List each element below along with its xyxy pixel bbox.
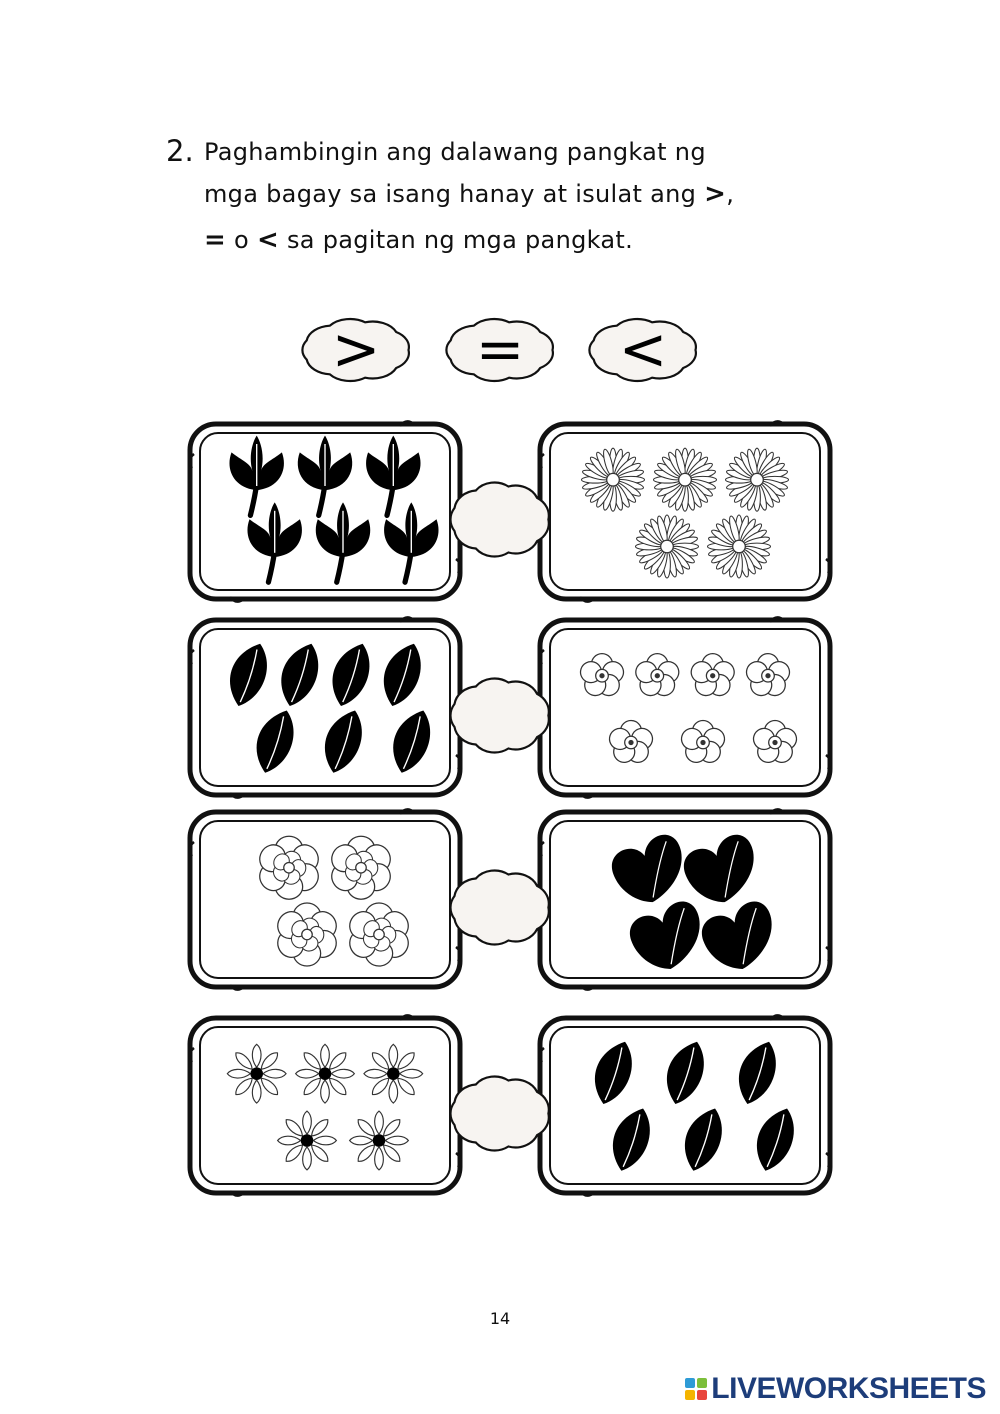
star-flower-icon — [227, 1044, 286, 1103]
instruction-line-1: Paghambingin ang dalawang pangkat ng — [204, 138, 706, 166]
star-flower-icon — [278, 1111, 337, 1170]
page-number: 14 — [489, 1309, 511, 1328]
frame-outer-border — [540, 1018, 830, 1193]
star-flower-icon — [350, 1111, 409, 1170]
answer-cloud[interactable] — [450, 871, 548, 945]
symbol-cloud-label: = — [475, 315, 525, 383]
frame-outer-border — [540, 812, 830, 987]
right-group-frame — [539, 1015, 830, 1195]
right-group-frame — [539, 809, 830, 989]
right-group-frame — [539, 617, 830, 797]
left-group-frame — [189, 1015, 460, 1195]
instruction-line-2-text: mga bagay sa isang hanay at isulat ang — [204, 180, 705, 208]
logo-block — [697, 1378, 707, 1388]
logo-block — [685, 1390, 695, 1400]
logo-block — [685, 1378, 695, 1388]
cloud-shape — [450, 871, 548, 945]
equals-symbol: = — [204, 225, 227, 255]
item-number: 2. — [166, 134, 194, 168]
logo-block — [697, 1390, 707, 1400]
daisy-flower-icon — [708, 515, 771, 578]
symbol-cloud-label: > — [331, 315, 381, 383]
daisy-flower-icon — [726, 448, 789, 511]
left-group-frame — [189, 809, 460, 989]
cloud-shape — [450, 679, 548, 753]
symbol-cloud[interactable] — [589, 315, 696, 383]
instruction-line-2-end: , — [726, 180, 735, 208]
daisy-flower-icon — [636, 515, 699, 578]
symbol-cloud[interactable] — [302, 315, 409, 383]
cloud-shape — [450, 483, 548, 557]
symbol-cloud-label: < — [618, 315, 668, 383]
greater-than-symbol: > — [704, 179, 727, 209]
instruction-line-3-mid: o — [226, 226, 257, 254]
answer-cloud[interactable] — [450, 679, 548, 753]
frame-outer-border — [540, 620, 830, 795]
less-than-symbol: < — [256, 225, 280, 255]
instruction-line-3-end: sa pagitan ng mga pangkat. — [279, 226, 634, 254]
symbol-cloud[interactable] — [446, 315, 553, 383]
daisy-flower-icon — [582, 448, 645, 511]
answer-cloud[interactable] — [450, 483, 548, 557]
daisy-flower-icon — [654, 448, 717, 511]
cloud-shape — [450, 1077, 548, 1151]
frame-outer-border — [190, 620, 460, 795]
star-flower-icon — [296, 1044, 355, 1103]
logo-blocks-icon — [685, 1378, 707, 1400]
left-group-frame — [189, 617, 460, 797]
star-flower-icon — [364, 1044, 423, 1103]
answer-cloud[interactable] — [450, 1077, 548, 1151]
frame-outer-border — [190, 812, 460, 987]
liveworksheets-logo — [685, 1371, 986, 1407]
brand-name: LIVEWORKSHEETS — [711, 1372, 986, 1405]
